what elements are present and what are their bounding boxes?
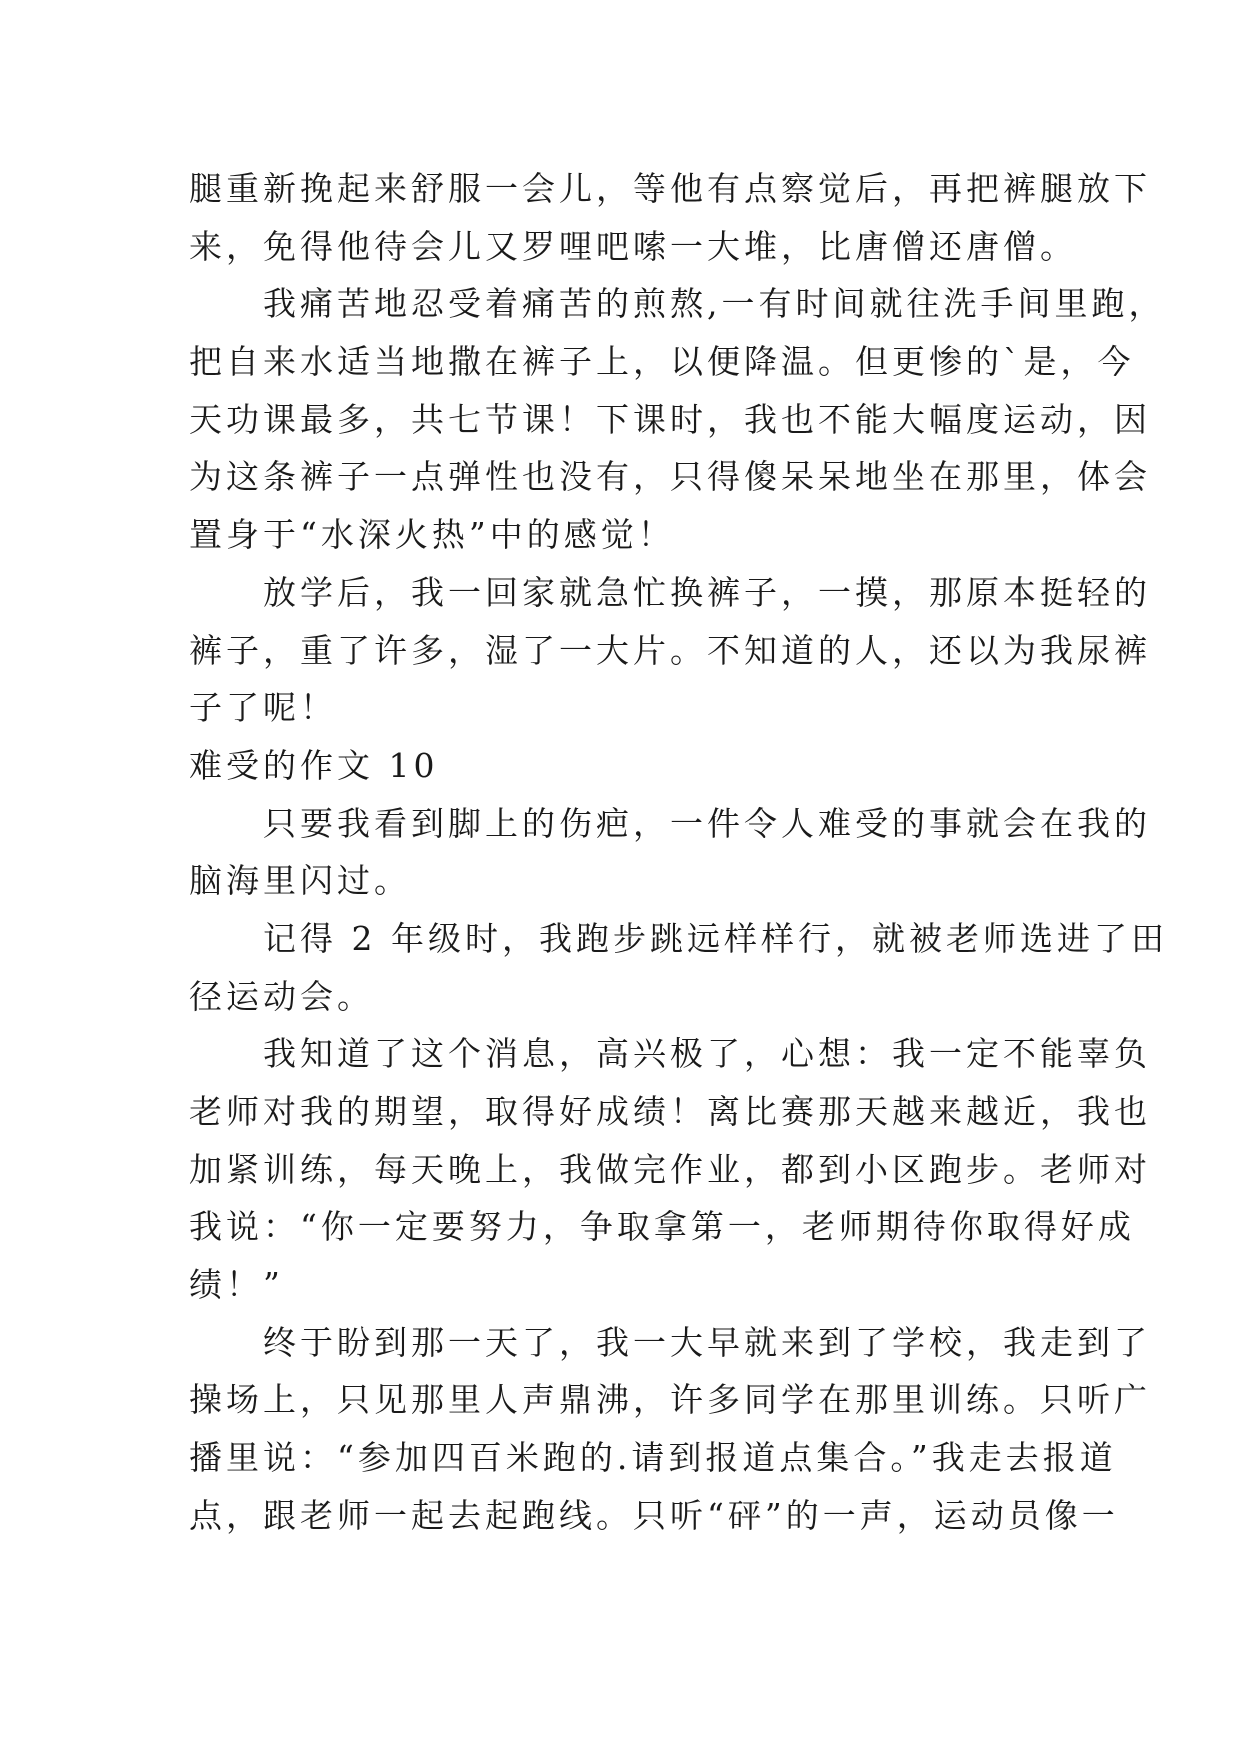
text-line: 老师对我的期望，取得好成绩！离比赛那天越来越近，我也 xyxy=(189,1092,1151,1131)
essay-body xyxy=(189,160,1168,1545)
text-line: 腿重新挽起来舒服一会儿，等他有点察觉后，再把裤腿放下 xyxy=(189,169,1151,208)
text-line: 播里说：“参加四百米跑的.请到报道点集合。”我走去报道 xyxy=(189,1438,1117,1478)
text-line: 加紧训练，每天晚上，我做完作业，都到小区跑步。老师对 xyxy=(189,1149,1151,1189)
section-heading: 难受的作文 10 xyxy=(189,745,439,785)
text-line: 子了呢！ xyxy=(189,688,337,728)
text-line: 天功课最多，共七节课！下课时，我也不能大幅度运动，因 xyxy=(189,399,1151,439)
text-line: 来，免得他待会儿又罗哩吧嗦一大堆，比唐僧还唐僧。 xyxy=(189,226,1077,266)
text-line: 裤子，重了许多，湿了一大片。不知道的人，还以为我尿裤 xyxy=(189,630,1151,670)
text-line: 为这条裤子一点弹性也没有，只得傻呆呆地坐在那里，体会 xyxy=(189,457,1151,497)
text-line: 终于盼到那一天了，我一大早就来到了学校，我走到了 xyxy=(189,1322,1151,1362)
text-line: 只要我看到脚上的伤疤，一件令人难受的事就会在我的 xyxy=(189,803,1151,843)
text-line: 记得 2 年级时，我跑步跳远样样行，就被老师选进了田 xyxy=(189,918,1168,958)
text-line: 把自来水适当地撒在裤子上，以便降温。但更惨的`是，今 xyxy=(189,342,1135,382)
text-line: 我知道了这个消息，高兴极了，心想：我一定不能辜负 xyxy=(189,1034,1151,1074)
text-line: 点，跟老师一起去起跑线。只听“砰”的一声，运动员像一 xyxy=(189,1495,1119,1535)
text-line: 我痛苦地忍受着痛苦的煎熬,一有时间就往洗手间里跑， xyxy=(189,284,1166,324)
text-line: 操场上，只见那里人声鼎沸，许多同学在那里训练。只听广 xyxy=(189,1380,1151,1420)
text-line: 绩！” xyxy=(189,1265,284,1305)
text-line: 放学后，我一回家就急忙换裤子，一摸，那原本挺轻的 xyxy=(189,572,1151,612)
text-line: 径运动会。 xyxy=(189,976,374,1016)
text-line: 我说：“你一定要努力，争取拿第一，老师期待你取得好成 xyxy=(189,1207,1135,1247)
text-line: 置身于“水深火热”中的感觉！ xyxy=(189,515,675,555)
text-line: 脑海里闪过。 xyxy=(189,861,411,901)
